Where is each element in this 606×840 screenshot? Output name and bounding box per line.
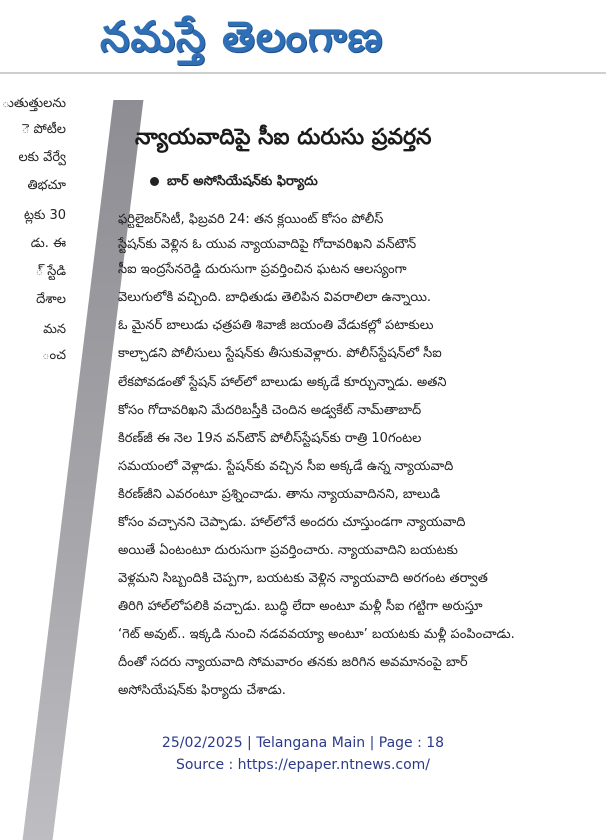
fragment-line: ుతుత్తులను [1, 96, 66, 111]
fragment-line: ట్లకు 30 [24, 208, 66, 223]
fragment-line: డు. ఈ [30, 236, 66, 251]
article-line: సమయంలో వెళ్లాడు. స్టేషన్‌కు వచ్చిన సీఐ అక్కడే ఉన్న న్యాయవాది [118, 459, 454, 474]
article-line: ‘గెట్ అవుట్.. ఇక్కడి నుంచి నడవవయ్యా అంటూ’ బయటకు మళ్లీ పంపించాడు. [118, 627, 515, 642]
article-line: కిరణ్‌జీని ఎవరంటూ ప్రశ్నించాడు. తాను న్యాయవాదినని, బాలుడి [118, 487, 441, 502]
article-line: వెళ్లమని సిబ్బందికి చెప్పగా, బయటకు వెళ్లిన న్యాయవాది అరగంట తర్వాత [118, 571, 488, 586]
footer-publication-info: 25/02/2025 | Telangana Main | Page : 18 [161, 735, 445, 751]
fragment-line: లకు వేర్వే [18, 150, 66, 165]
article-subheading [150, 170, 580, 194]
article-line: దీంతో సదరు న్యాయవాది సోమవారం తనకు జరిగిన అవమానంపై బార్ [118, 655, 468, 670]
fragment-line: మన [43, 322, 66, 337]
article-line: ఓ మైనర్ బాలుడు ఛత్రపతి శివాజీ జయంతి వేడుకల్లో పటాకులు [118, 318, 434, 333]
newspaper-masthead: నమస్తే తెలంగాణ [100, 12, 384, 61]
article-line: అయితే ఏంటంటూ దురుసుగా ప్రవర్తించారు. న్యాయవాదిని బయటకు [118, 543, 458, 558]
fragment-line: తిభచూ [27, 178, 66, 193]
subheading-text: బార్ అసోసియేషన్‌కు ఫిర్యాదు [167, 174, 318, 189]
article-line: తిరిగి హాల్‌లోపలికి వచ్చాడు. బుద్ధి లేదా అంటూ మళ్లీ సీఐ గట్టిగా అరుస్తూ [118, 599, 483, 614]
fragment-line: దేశాల [36, 292, 66, 307]
article-line: అసోసియేషన్‌కు ఫిర్యాదు చేశాడు. [118, 683, 286, 698]
article-line: వెలుగులోకి వచ్చింది. బాధితుడు తెలిపిన వివరాలిలా ఉన్నాయి. [118, 290, 432, 305]
fragment-line: ంచ [42, 348, 66, 363]
fragment-line: ె పోటీల [21, 122, 66, 137]
bullet-icon [150, 177, 159, 186]
article-line: కాల్చాడని పోలీసులు స్టేషన్‌కు తీసుకువెళ్లారు. పోలీస్‌స్టేషన్‌లో సీఐ [118, 346, 442, 361]
fragment-line: ్ స్టేడి [35, 264, 66, 279]
masthead-rule [0, 72, 606, 74]
article-line: కోసం వచ్చానని చెప్పాడు. హాల్‌లోనే అందరు చూస్తుండగా న్యాయవాది [118, 515, 466, 530]
article-line: కిరణ్‌జీ ఈ నెల 19న వన్‌టౌన్ పోలీస్‌స్టేషన్‌కు రాత్రి 10గంటల [118, 431, 422, 446]
article-line: ఫర్టిలైజర్‌సిటీ, ఫిబ్రవరి 24: తన క్లయింట్ కోసం పోలీస్ [118, 212, 384, 227]
article-line: లేకపోవడంతో స్టేషన్ హాల్‌లో బాలుడు అక్కడే కూర్చున్నాడు. అతని [118, 375, 447, 390]
article-line: సీఐ ఇంద్రసేనరెడ్డి దురుసుగా ప్రవర్తించిన ఘటన ఆలస్యంగా [118, 262, 407, 277]
article-line: స్టేషన్‌కు వెళ్లిన ఓ యువ న్యాయవాదిపై గోదావరిఖని వన్‌టౌన్ [118, 237, 417, 252]
article-headline: న్యాయవాదిపై సీఐ దురుసు ప్రవర్తన [135, 125, 432, 150]
footer-source-link[interactable]: Source : https://epaper.ntnews.com/ [175, 757, 431, 773]
article-line: కోసం గోదావరిఖని మేదరిబస్తీకి చెందిన అడ్వకేట్ నామ్‌తాబాద్ [118, 403, 422, 418]
adjacent-article-fragment [0, 90, 72, 382]
